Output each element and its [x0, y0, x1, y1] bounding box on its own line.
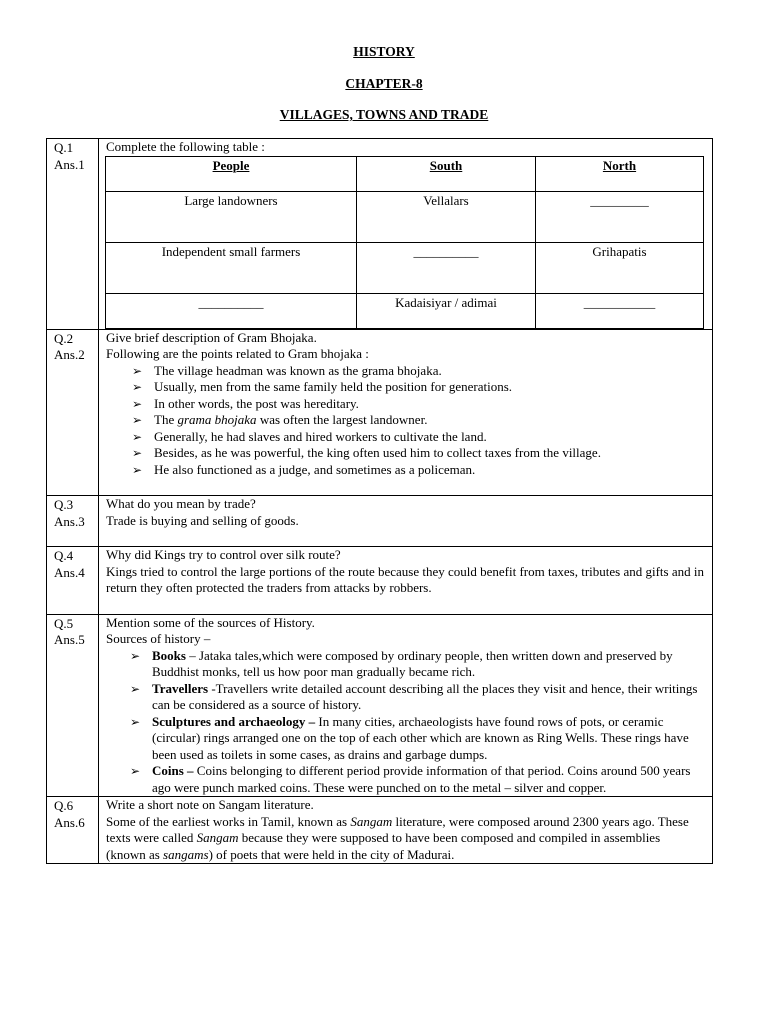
answer-number: Ans.4 [54, 564, 85, 580]
qa-content-cell [99, 547, 713, 615]
list-item [130, 681, 698, 714]
header-north: North [536, 156, 704, 191]
question-number: Q.1 [54, 140, 74, 155]
qa-content-cell [99, 496, 713, 547]
table-cell: __________ [357, 242, 536, 293]
question-number: Q.6 [54, 798, 74, 813]
qa-row-6 [47, 797, 713, 864]
bold-term: Sculptures and archaeology – [152, 713, 316, 729]
question-number-cell [47, 797, 99, 864]
question-number-cell [47, 139, 99, 330]
list-item: ➢ The village headman was known as the grama bhojaka. [132, 363, 712, 380]
text-span: In many cities, archaeologists have found rows of pots, or ceramic (circular) rings arranged one on the top of each other which are known as Ring Wells. These rings have been used as toilets in some cases, as drains and garbage dumps. [152, 713, 689, 762]
table-cell: Independent small farmers [106, 242, 357, 293]
list-item [132, 412, 712, 429]
question-number-cell [47, 614, 99, 797]
list-item [130, 714, 698, 764]
qa-content-cell [99, 329, 713, 496]
question-text: Mention some of the sources of History. [106, 614, 315, 630]
qa-row-3 [47, 496, 713, 547]
people-table [105, 156, 704, 329]
table-row [106, 242, 704, 293]
text-span: – Jataka tales,which were composed by ordinary people, then written down and preserved by Buddhist monks, tell us how poor man gradually became rich. [152, 647, 673, 679]
qa-row-5 [47, 614, 713, 797]
question-text: Give brief description of Gram Bhojaka. [106, 329, 317, 345]
question-number-cell [47, 547, 99, 615]
list-item: ➢ Usually, men from the same family held the position for generations. [132, 379, 712, 396]
italic-term: Sangam [196, 830, 239, 845]
bold-term: Books [152, 647, 186, 663]
italic-term: sangams [163, 846, 209, 862]
qa-row-2 [47, 329, 713, 496]
answer-number: Ans.3 [54, 513, 85, 529]
list-item [130, 763, 698, 796]
question-number: Q.2 [54, 330, 74, 346]
question-text: Write a short note on Sangam literature. [106, 797, 314, 812]
qa-content-cell [99, 139, 713, 330]
table-header-row [106, 156, 704, 191]
question-number: Q.3 [54, 497, 74, 512]
text-span: because they were supposed to have been composed and compiled in assemblies (known as [106, 830, 661, 862]
list-item: ➢ Generally, he had slaves and hired workers to cultivate the land. [132, 429, 712, 446]
answer-text: Trade is buying and selling of goods. [106, 512, 299, 528]
table-cell: _________ [536, 191, 704, 242]
table-row [106, 293, 704, 328]
chapter-heading: CHAPTER-8 [345, 76, 423, 91]
header-south: South [357, 156, 536, 191]
qa-content-cell [99, 797, 713, 864]
table-cell: Large landowners [106, 191, 357, 242]
text-span: -Travellers write detailed account describing all the places they visit and hence, their writings can be considered as a source of history. [152, 680, 698, 712]
table-cell: Grihapatis [536, 242, 704, 293]
chapter-title: VILLAGES, TOWNS AND TRADE [279, 107, 489, 122]
table-cell: Vellalars [357, 191, 536, 242]
table-cell: Kadaisiyar / adimai [357, 293, 536, 328]
qa-table [46, 138, 713, 864]
bullet-list [106, 648, 698, 797]
table-cell: ___________ [536, 293, 704, 328]
answer-intro: Following are the points related to Gram bhojaka : [106, 346, 369, 361]
text-span: literature, were composed around 2300 years ago. These texts were called [106, 813, 689, 845]
answer-number: Ans.2 [54, 347, 85, 362]
list-item: ➢ Besides, as he was powerful, the king often used him to collect taxes from the village. [132, 445, 712, 462]
question-text: Complete the following table : [106, 139, 265, 154]
list-item [130, 648, 698, 681]
text-span: Some of the earliest works in Tamil, known as [106, 813, 351, 829]
table-row [106, 191, 704, 242]
question-number-cell [47, 329, 99, 496]
qa-row-1 [47, 139, 713, 330]
qa-row-4 [47, 547, 713, 615]
list-item: ➢ In other words, the post was hereditary. [132, 396, 712, 413]
answer-number: Ans.5 [54, 632, 85, 647]
answer-intro: Sources of history – [106, 631, 211, 646]
text-span: Coins belonging to different period provide information of that period. Coins around 500 years ago were punch marked coins. These were punched on to the metal – silver and copper. [152, 763, 691, 795]
question-text: What do you mean by trade? [106, 496, 256, 511]
answer-text [106, 814, 702, 864]
bullet-list [106, 363, 712, 479]
question-number-cell [47, 496, 99, 547]
answer-number: Ans.1 [54, 156, 85, 172]
answer-number: Ans.6 [54, 814, 85, 830]
bold-term: Coins – [152, 763, 194, 778]
question-number: Q.5 [54, 615, 74, 631]
italic-term: grama bhojaka [177, 412, 257, 427]
text-span: The [154, 412, 178, 427]
question-number: Q.4 [54, 548, 74, 563]
question-text: Why did Kings try to control over silk route? [106, 547, 341, 562]
italic-term: Sangam [350, 813, 393, 829]
answer-text: Kings tried to control the large portions of the route because they could benefit from taxes, tributes and gifts and in return they often protected the traders from attacks by robbers. [106, 563, 704, 595]
text-span: ) of poets that were held in the city of Madurai. [208, 846, 455, 862]
subject-heading: HISTORY [353, 44, 415, 59]
table-cell: __________ [106, 293, 357, 328]
text-span: was often the largest landowner. [259, 412, 428, 427]
list-item: ➢ He also functioned as a judge, and sometimes as a policeman. [132, 462, 712, 479]
qa-content-cell [99, 614, 713, 797]
bold-term: Travellers [152, 680, 209, 696]
header-people: People [106, 156, 357, 191]
